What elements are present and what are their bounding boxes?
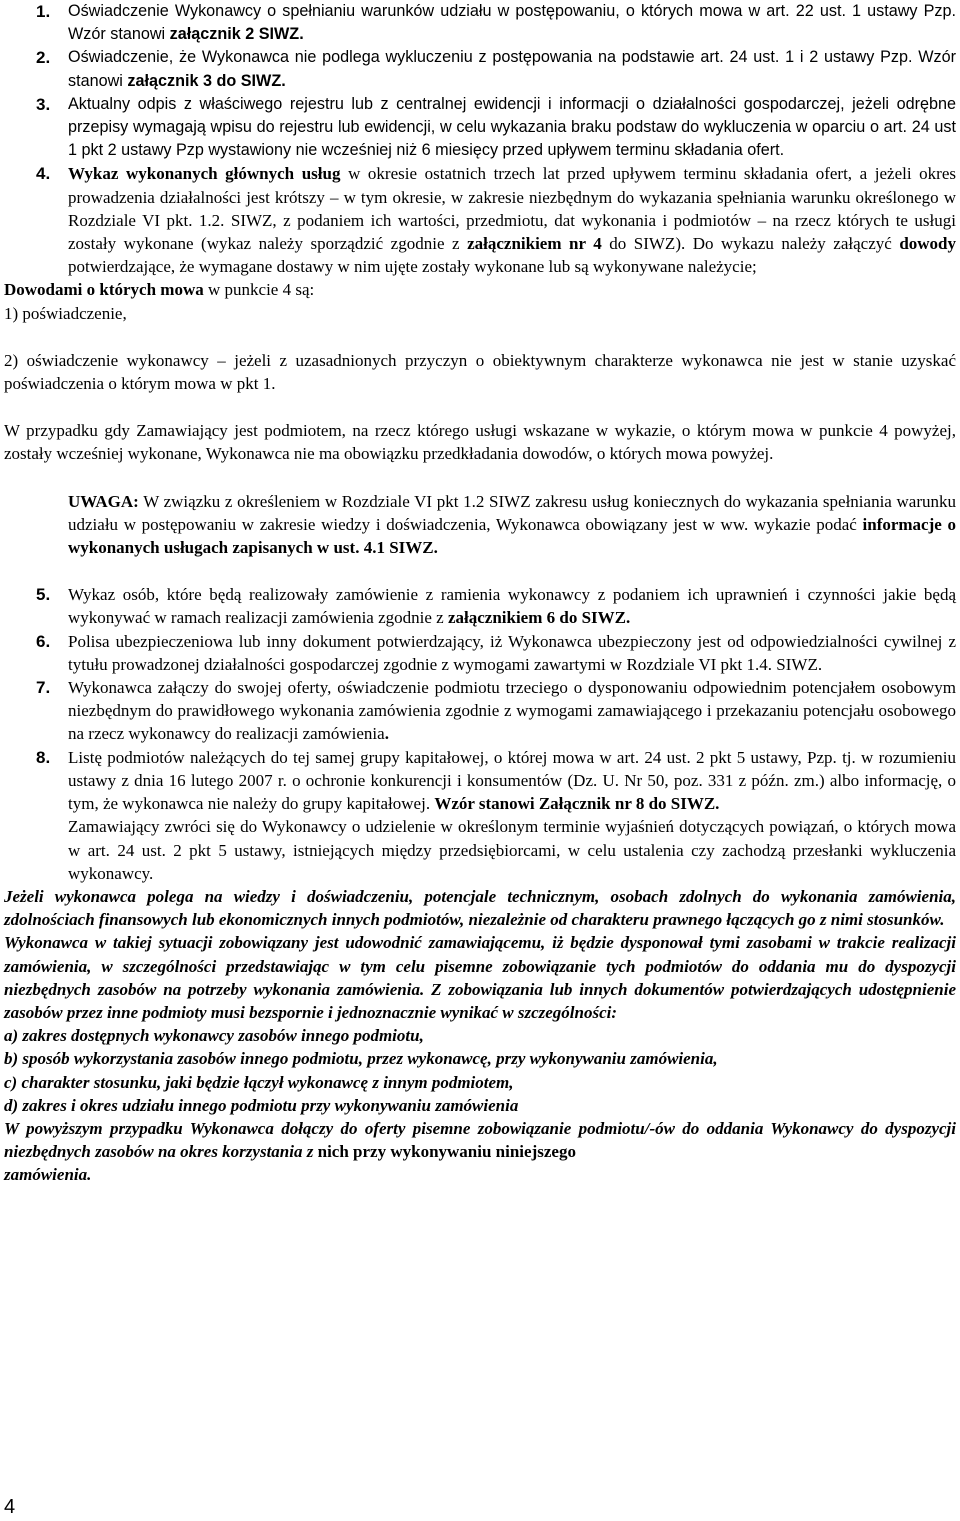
- list-item-8: [4, 746, 956, 885]
- italic-paragraph-3: [4, 1117, 956, 1187]
- italic-text-end: zamówienia.: [4, 1165, 92, 1185]
- item-bold-text: załącznik 3 do SIWZ.: [127, 71, 286, 90]
- item-text: Aktualny odpis z właściwego rejestru lub z centralnej ewidencji i informacji o działalności gospodarczej, jeżeli odrębne przepisy wymagają wpisu do rejestru lub ewidencji, w celu wykazania braku podstaw do wykluczenia w oparciu o art. 24 ust 1 pkt 2 ustawy Pzp wystawiony nie wcześniej niż 6 miesięcy przed upływem terminu składania ofert.: [68, 94, 956, 160]
- bold-text: nich przy wykonywaniu niniejszego: [317, 1142, 576, 1162]
- list-number: 2.: [36, 48, 51, 68]
- item-text: Listę podmiotów należących do tej samej grupy kapitałowej, o której mowa w art. 24 ust. 2 pkt 5 ustawy, Pzp. tj. w rozumieniu ustawy z dnia 16 lutego 2007 r. o ochronie konkurencji i konsumentów (Dz. U. Nr 50, poz. 331 z późn. zm.) albo informację, o tym, że wykonawca nie należy do grupy kapitałowej.: [68, 747, 956, 814]
- item-text: Oświadczenie Wykonawcy o spełnianiu warunków udziału w postępowaniu, o których mowa w art. 22 ust. 1 ustawy Pzp. Wzór stanowi: [68, 2, 956, 44]
- item-text: Wykonawca załączy do swojej oferty, oświadczenie podmiotu trzeciego o dysponowaniu odpowiednim potencjałem osobowym niezbędnym do prawidłowego wykonania zamówienia zgodnie z wymogami zamawiającego i przekazaniu potencjału osobowego na rzecz wykonawcy do realizacji zamówienia: [68, 678, 956, 744]
- item-bold-text: Wykaz wykonanych głównych usług: [68, 164, 341, 184]
- item-bold-text: załącznikiem nr 4: [467, 234, 602, 254]
- dowody-point-2: 2) oświadczenie wykonawcy – jeżeli z uzasadnionych przyczyn o obiektywnym charakterze wykonawca nie jest w stanie uzyskać poświadczenia o którym mowa w pkt 1.: [4, 350, 956, 394]
- list-number: 3.: [36, 94, 51, 114]
- list-item-4: [4, 162, 956, 278]
- uwaga-bold: informacje o wykonanych usługach zapisanych w ust. 4.1 SIWZ.: [68, 514, 956, 558]
- list-item-3: [4, 93, 956, 163]
- list-item-1: [4, 0, 956, 46]
- uwaga-paragraph: [68, 490, 956, 560]
- list-number: 5.: [36, 585, 51, 605]
- italic-point-b: b) sposób wykorzystania zasobów innego podmiotu, przez wykonawcę, przy wykonywaniu zamówienia,: [4, 1049, 718, 1069]
- item-bold-text: załącznikiem 6 do SIWZ.: [447, 608, 631, 628]
- list-item-2: [4, 46, 956, 92]
- uwaga-label: UWAGA:: [68, 491, 139, 511]
- item-bold-text: dowody: [899, 234, 956, 254]
- item-text: do SIWZ). Do wykazu należy załączyć: [601, 234, 900, 254]
- item-text: potwierdzające, że wymagane dostawy w nim ujęte zostały wykonane lub są wykonywane należycie;: [68, 257, 757, 277]
- item-text: Polisa ubezpieczeniowa lub inny dokument potwierdzający, iż Wykonawca ubezpieczony jest od odpowiedzialności cywilnej z tytułu prowadzonej działalności gospodarczej zgodnie z wymogami zawartymi w Rozdziale VI pkt 1.4. SIWZ.: [68, 631, 956, 674]
- item-bold-text: .: [384, 724, 389, 744]
- list-item-7: [4, 676, 956, 746]
- list-number: 7.: [36, 678, 51, 698]
- dowody-heading: [4, 278, 956, 301]
- item-text: Oświadczenie, że Wykonawca nie podlega wykluczeniu z postępowania na podstawie art. 24 ust. 1 i 2 ustawy Pzp. Wzór stanowi: [68, 48, 956, 90]
- list-number: 8.: [36, 747, 51, 767]
- item-text: w okresie ostatnich trzech lat przed upływem terminu składania ofert, a jeżeli okres prowadzenia działalności jest krótszy – w tym okresie, w zakresie niezbędnym do wykazania spełniania warunku określonego w Rozdziale VI pkt. 1.2. SIWZ, z podaniem ich wartości, przedmiotu, dat wykonania i podmiotów – na rzecz których te usługi zostały wykonane (wykaz należy sporządzić zgodnie z: [68, 164, 956, 254]
- list-number: 6.: [36, 631, 51, 651]
- dowody-rest: w punkcie 4 są:: [203, 280, 315, 300]
- list-number: 1.: [36, 2, 51, 21]
- italic-point-c: c) charakter stosunku, jaki będzie łączył wykonawcę z innym podmiotem,: [4, 1072, 514, 1092]
- italic-point-d: d) zakres i okres udziału innego podmiotu przy wykonywaniu zamówienia: [4, 1095, 519, 1115]
- italic-paragraph-2: Wykonawca w takiej sytuacji zobowiązany jest udowodnić zamawiającemu, iż będzie dysponował tymi zasobami w trakcie realizacji zamówienia, w szczególności przedstawiając w tym celu pisemne zobowiązanie tych podmiotów do oddania mu do dyspozycji niezbędnych zasobów na potrzeby wykonania zamówienia. Z zobowiązania lub innych dokumentów potwierdzających udostępnienie zasobów przez inne podmioty musi bezspornie i jednoznacznie wynikać w szczególności:: [4, 933, 956, 1022]
- item-extra-text: Zamawiający zwróci się do Wykonawcy o udzielenie w określonym terminie wyjaśnień dotyczących powiązań, o których mowa w art. 24 ust. 2 pkt 5 ustawy, istniejących między przedsiębiorcami, w celu ustalenia czy zachodzą przesłanki wykluczenia wykonawcy.: [68, 817, 956, 883]
- item-bold-text: Wzór stanowi Załącznik nr 8 do SIWZ.: [434, 794, 720, 814]
- uwaga-text: W związku z określeniem w Rozdziale VI pkt 1.2 SIWZ zakresu usług koniecznych do wykazania spełniania warunku udziału w postępowaniu w zakresie wiedzy i doświadczenia, Wykonawca obowiązany jest w ww. wykazie podać: [68, 491, 956, 534]
- italic-text: W powyższym przypadku Wykonawca dołączy do oferty pisemne zobowiązanie podmiotu/-ów do oddania Wykonawcy do dyspozycji niezbędnych zasobów na okres korzystania z: [4, 1118, 956, 1162]
- italic-point-a: a) zakres dostępnych wykonawcy zasobów innego podmiotu,: [4, 1026, 424, 1046]
- list-item-5: [4, 583, 956, 629]
- page-number: 4: [4, 1496, 16, 1518]
- list-number: 4.: [36, 164, 51, 184]
- item-bold-text: załącznik 2 SIWZ.: [169, 25, 304, 44]
- document-page: [4, 0, 956, 1187]
- item-text: Wykaz osób, które będą realizowały zamówienie z ramienia wykonawcy z podaniem ich uprawnień i czynności jakie będą wykonywać w ramach realizacji zamówienia zgodnie z: [68, 585, 956, 628]
- przypadek-paragraph: W przypadku gdy Zamawiający jest podmiotem, na rzecz którego usługi wskazane w wykazie, o którym mowa w punkcie 4 powyżej, zostały wcześniej wykonane, Wykonawca nie ma obowiązku przedkładania dowodów, o których mowa powyżej.: [4, 421, 956, 464]
- list-item-6: [4, 630, 956, 676]
- dowody-point-1: 1) poświadczenie,: [4, 303, 127, 323]
- dowody-bold: Dowodami o których mowa: [4, 280, 204, 300]
- italic-paragraph-1: Jeżeli wykonawca polega na wiedzy i doświadczeniu, potencjale technicznym, osobach zdolnych do wykonania zamówienia, zdolnościach finansowych lub ekonomicznych innych podmiotów, niezależnie od charakteru prawnego łączących go z nimi stosunków.: [4, 886, 956, 930]
